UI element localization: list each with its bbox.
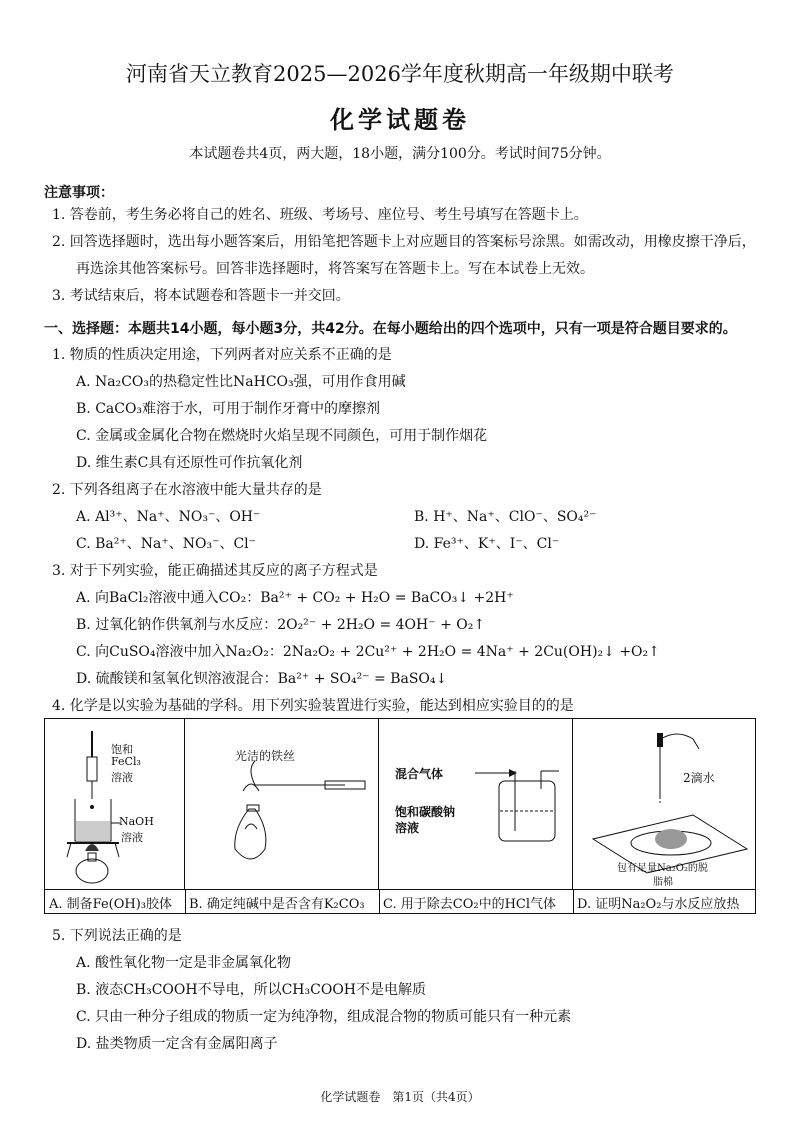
- q5-option-c: C. 只由一种分子组成的物质一定为纯净物，组成混合物的物质可能只有一种元素: [76, 1009, 572, 1025]
- q1-stem: 1. 物质的性质决定用途，下列两者对应关系不正确的是: [52, 347, 392, 363]
- figure-a: [45, 719, 185, 889]
- q4-stem: 4. 化学是以实验为基础的学科。用下列实验装置进行实验，能达到相应实验目的的是: [52, 698, 574, 714]
- caption-d: D. 证明Na₂O₂与水反应放热: [577, 897, 740, 912]
- q2-option-b: B. H⁺、Na⁺、ClO⁻、SO₄²⁻: [414, 509, 597, 525]
- q3-option-a: A. 向BaCl₂溶液中通入CO₂：Ba²⁺ + CO₂ + H₂O = BaCO₃↓ +2H⁺: [76, 590, 514, 606]
- figure-caption-row: [45, 889, 755, 913]
- figure-d: [573, 719, 757, 889]
- label-mixed-gas: 混合气体: [395, 767, 444, 781]
- label-na2o2-cotton-2: 脂棉: [653, 877, 673, 888]
- q4-figure-table: [44, 718, 756, 914]
- exam-intro: 本试题卷共4页，两大题，18小题，满分100分。考试时间75分钟。: [189, 146, 611, 162]
- label-iron-wire: 光洁的铁丝: [235, 749, 296, 763]
- q3-option-d: D. 硫酸镁和氢氧化钡溶液混合：Ba²⁺ + SO₄²⁻ = BaSO₄↓: [76, 671, 448, 687]
- q5-stem: 5. 下列说法正确的是: [52, 928, 182, 944]
- q1-option-d: D. 维生素C具有还原性可作抗氧化剂: [76, 455, 303, 471]
- notice-heading: 注意事项：: [44, 185, 114, 201]
- flame-test-diagram: [185, 719, 379, 889]
- label-na2o2-cotton-1: 包有足量Na₂O₂的脱: [617, 863, 708, 874]
- label-naoh-1: NaOH: [119, 815, 154, 828]
- q1-option-a: A. Na₂CO₃的热稳定性比NaHCO₃强，可用作食用碱: [76, 374, 406, 390]
- caption-a: A. 制备Fe(OH)₃胶体: [49, 897, 173, 912]
- q3-stem: 3. 对于下列实验，能正确描述其反应的离子方程式是: [52, 563, 378, 579]
- q2-option-a: A. Al³⁺、Na⁺、NO₃⁻、OH⁻: [76, 509, 261, 525]
- q1-option-b: B. CaCO₃难溶于水，可用于制作牙膏中的摩擦剂: [76, 401, 381, 417]
- page-footer: 化学试题卷 第1页（共4页）: [320, 1090, 480, 1104]
- section-heading: 一、选择题：本题共14小题，每小题3分，共42分。在每小题给出的四个选项中，只有一项是符合题目要求的。: [44, 321, 737, 337]
- figure-b: [185, 719, 379, 889]
- notice-item-2-cont: 再选涂其他答案标号。回答非选择题时，将答案写在答题卡上。写在本试卷上无效。: [76, 261, 594, 277]
- q2-option-c: C. Ba²⁺、Na⁺、NO₃⁻、Cl⁻: [76, 536, 257, 552]
- q2-stem: 2. 下列各组离子在水溶液中能大量共存的是: [52, 482, 322, 498]
- label-fecl3-2: FeCl₃: [111, 755, 141, 768]
- label-sat-na2co3-1: 饱和碳酸钠: [395, 805, 456, 819]
- q5-option-b: B. 液态CH₃COOH不导电，所以CH₃COOH不是电解质: [76, 982, 427, 998]
- q5-option-d: D. 盐类物质一定含有金属阳离子: [76, 1036, 278, 1052]
- label-sat-na2co3-2: 溶液: [395, 821, 420, 835]
- label-fecl3-1: 饱和: [111, 743, 133, 756]
- caption-c: C. 用于除去CO₂中的HCl气体: [383, 897, 557, 912]
- label-2-drops-water: 2滴水: [683, 771, 715, 785]
- figure-c: [379, 719, 573, 889]
- notice-item-1: 1. 答卷前，考生务必将自己的姓名、班级、考场号、座位号、考生号填写在答题卡上。: [52, 207, 588, 223]
- q5-option-a: A. 酸性氧化物一定是非金属氧化物: [76, 955, 292, 971]
- notice-item-2: 2. 回答选择题时，选出每小题答案后，用铅笔把答题卡上对应题目的答案标号涂黑。如需改动，用橡皮擦干净后，: [52, 234, 756, 250]
- label-naoh-2: 溶液: [121, 831, 143, 844]
- notice-item-3: 3. 考试结束后，将本试题卷和答题卡一并交回。: [52, 288, 350, 304]
- label-fecl3-3: 溶液: [111, 771, 133, 784]
- q3-option-c: C. 向CuSO₄溶液中加入Na₂O₂：2Na₂O₂ + 2Cu²⁺ + 2H₂O = 4Na⁺ + 2Cu(OH)₂↓ +O₂↑: [76, 644, 660, 660]
- q2-option-d: D. Fe³⁺、K⁺、I⁻、Cl⁻: [414, 536, 560, 552]
- exam-subtitle: 化学试题卷: [330, 105, 470, 134]
- caption-b: B. 确定纯碱中是否含有K₂CO₃: [189, 897, 365, 912]
- q1-option-c: C. 金属或金属化合物在燃烧时火焰呈现不同颜色，可用于制作烟花: [76, 428, 488, 444]
- exam-title: 河南省天立教育2025—2026学年度秋期高一年级期中联考: [126, 62, 674, 86]
- q3-option-b: B. 过氧化钠作供氧剂与水反应：2O₂²⁻ + 2H₂O = 4OH⁻ + O₂↑: [76, 617, 486, 633]
